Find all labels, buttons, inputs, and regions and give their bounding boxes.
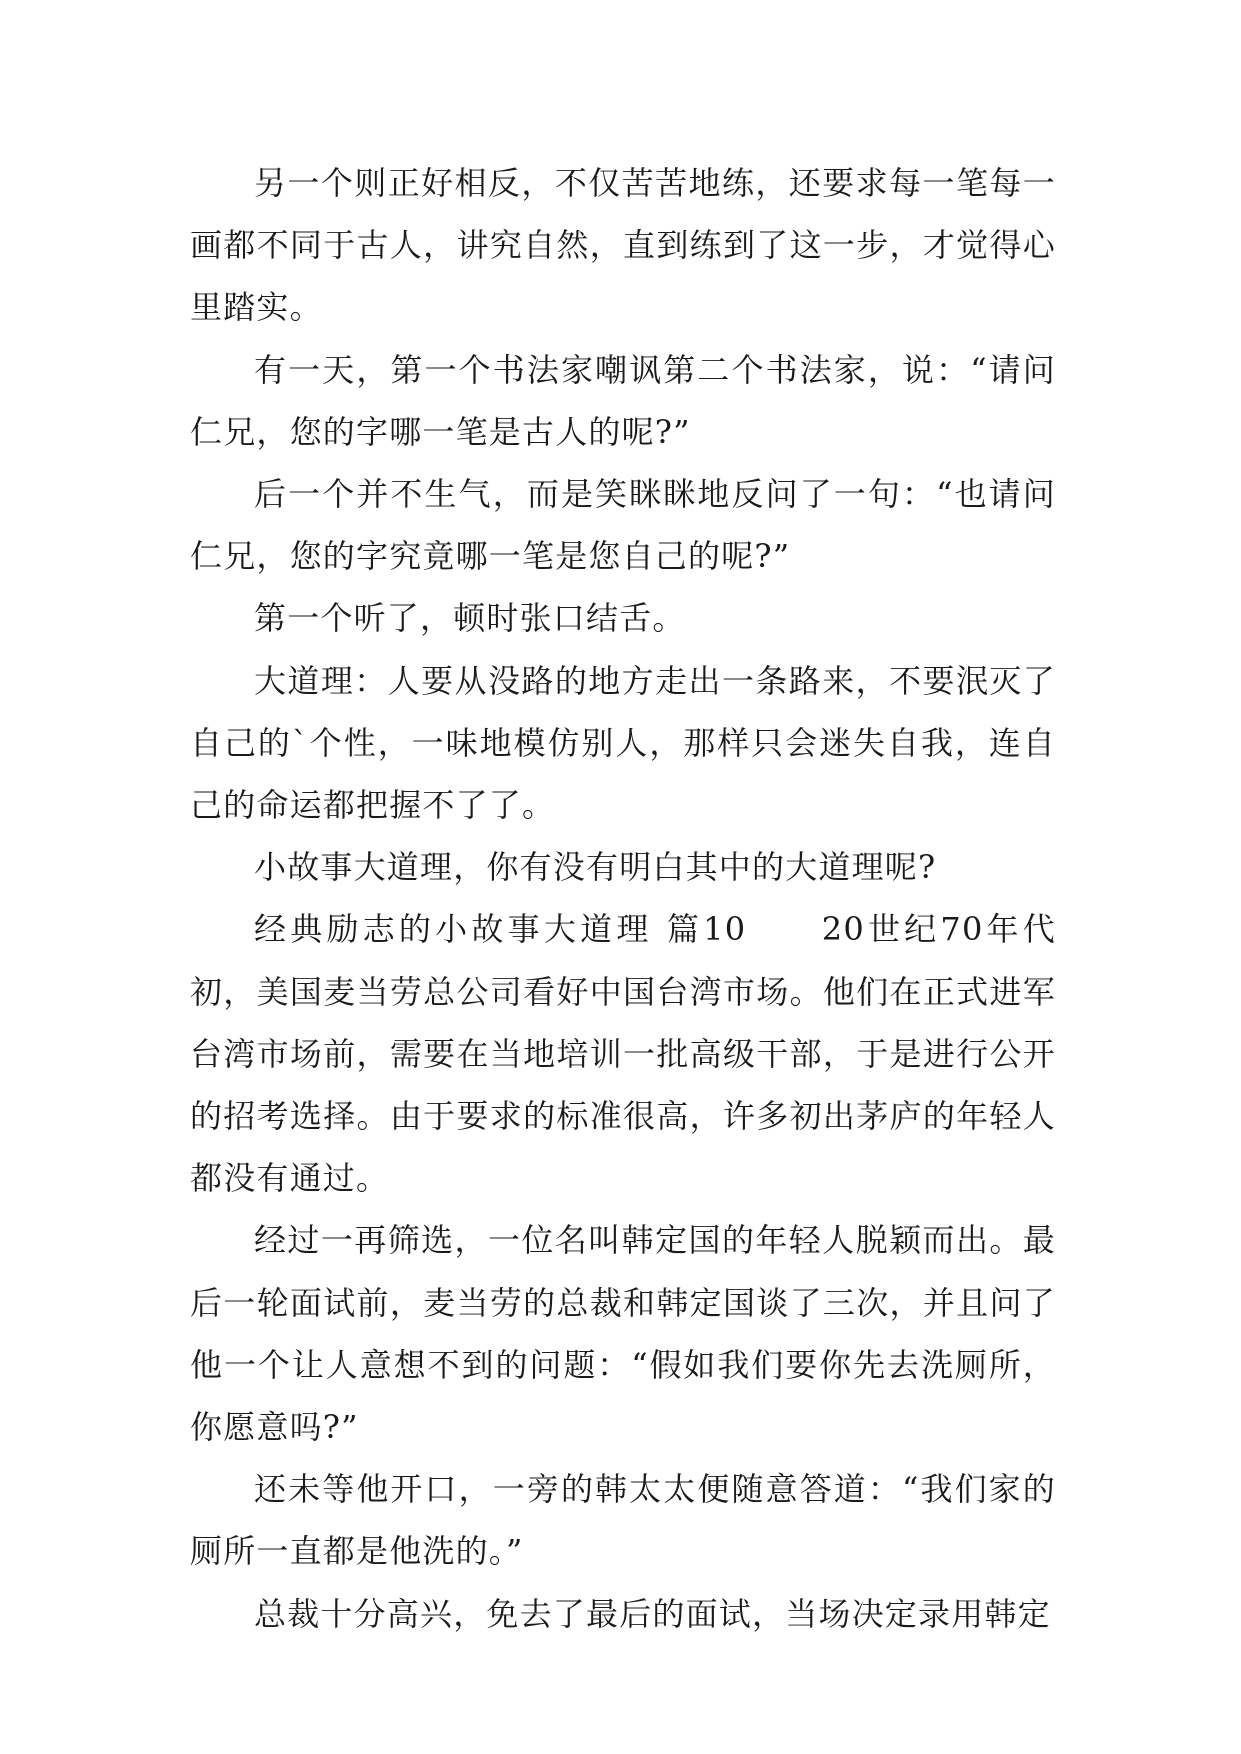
paragraph: 有一天，第一个书法家嘲讽第二个书法家，说：“请问仁兄，您的字哪一笔是古人的呢?” (190, 350, 1056, 451)
paragraph: 还未等他开口，一旁的韩太太便随意答道：“我们家的厕所一直都是他洗的。” (190, 1470, 1056, 1571)
paragraph: 小故事大道理，你有没有明白其中的大道理呢? (254, 848, 937, 887)
paragraph: 后一个并不生气，而是笑眯眯地反问了一句：“也请问仁兄，您的字究竟哪一笔是您自己的呢?” (190, 475, 1056, 576)
paragraph: 总裁十分高兴，免去了最后的面试，当场决定录用韩定 (254, 1594, 1051, 1633)
paragraph: 经过一再筛选，一位名叫韩定国的年轻人脱颖而出。最后一轮面试前，麦当劳的总裁和韩定国谈了三次，并且问了他一个让人意想不到的问题：“假如我们要你先去洗厕所，你愿意吗?” (190, 1221, 1056, 1447)
document-body (190, 152, 1056, 1645)
paragraph: 第一个听了，顿时张口结舌。 (254, 599, 686, 638)
paragraph: 另一个则正好相反，不仅苦苦地练，还要求每一笔每一画都不同于古人，讲究自然，直到练到了这一步，才觉得心里踏实。 (190, 164, 1056, 327)
paragraph: 大道理：人要从没路的地方走出一条路来，不要泯灭了自己的`个性，一味地模仿别人，那样只会迷失自我，连自己的命运都把握不了了。 (190, 661, 1056, 825)
paragraph: 经典励志的小故事大道理 篇10 20世纪70年代初，美国麦当劳总公司看好中国台湾市场。他们在正式进军台湾市场前，需要在当地培训一批高级干部，于是进行公开的招考选择。由于要求的标准很高，许多初出茅庐的年轻人都没有通过。 (190, 910, 1056, 1198)
